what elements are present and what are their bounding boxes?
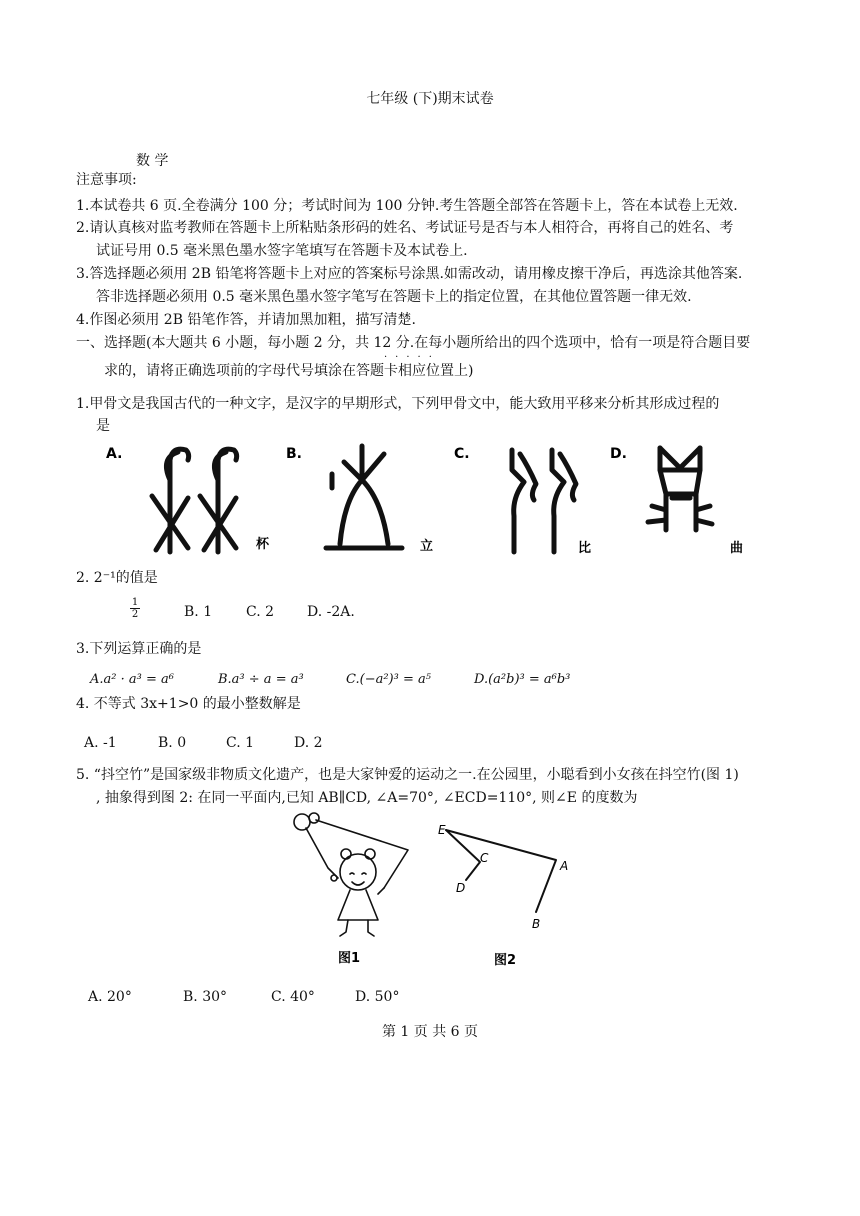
option: C. 40°: [271, 989, 315, 1005]
question-5-text-cont: , 抽象得到图 2: 在同一平面内,已知 AB∥CD, ∠A=70°, ∠ECD=110°, 则∠E 的度数为: [96, 790, 638, 806]
point-label: B: [532, 917, 541, 931]
glyph-caption: 立: [420, 539, 434, 554]
oracle-glyph-a-icon: [152, 449, 237, 552]
option: B. 1: [184, 604, 213, 620]
option: B.a³ ÷ a = a³: [218, 672, 304, 687]
point-label: C: [480, 851, 489, 865]
question-4-text: 4. 不等式 3x+1>0 的最小整数解是: [76, 696, 301, 712]
notice-item: 2.请认真核对监考教师在答题卡上所粘贴条形码的姓名、考试证号是否与本人相符合，再将自己的姓名、考: [76, 220, 734, 236]
oracle-glyph-c-icon: [512, 450, 576, 552]
point-label: D: [456, 881, 466, 895]
point-label: E: [438, 823, 446, 837]
geometry-figure-icon: [446, 830, 556, 912]
option-letter: A.: [106, 446, 123, 462]
option: D. -2A.: [307, 604, 355, 620]
page-footer: 第 1 页 共 6 页: [381, 1024, 479, 1040]
option: C. 1: [226, 735, 255, 751]
notice-item: 4.作图必须用 2B 铅笔作答，并请加黑加粗，描写清楚.: [76, 312, 416, 328]
notice-heading: 注意事项:: [76, 172, 137, 188]
notice-item: 试证号用 0.5 毫米黑色墨水签字笔填写在答题卡及本试卷上.: [96, 243, 468, 259]
question-1-text: 1.甲骨文是我国古代的一种文字，是汉字的早期形式，下列甲骨文中，能大致用平移来分析其形成过程的: [76, 396, 720, 412]
option: D.(a²b)³ = a⁶b³: [474, 672, 571, 687]
option: A. 20°: [88, 989, 132, 1005]
notice-item: 答非选择题必须用 0.5 毫米黑色墨水签字笔写在答题卡上的指定位置，在其他位置答题一律无效.: [96, 289, 692, 305]
subject-label: 数 学: [136, 153, 169, 169]
glyph-caption: 曲: [730, 541, 744, 556]
figure-2-caption: 图2: [494, 953, 517, 968]
option: D. 2: [294, 735, 323, 751]
glyph-caption: 比: [578, 541, 592, 556]
girl-diddle-figure-icon: [294, 813, 408, 936]
option: C.(−a²)³ = a⁵: [346, 672, 431, 687]
question-5-figures: [280, 808, 600, 978]
option-letter: B.: [286, 446, 302, 462]
option: B. 0: [158, 735, 187, 751]
option-letter: D.: [610, 446, 627, 462]
option: A. -1: [84, 735, 117, 751]
question-2-text: 2. 2⁻¹的值是: [76, 570, 158, 586]
question-3-text: 3.下列运算正确的是: [76, 641, 202, 657]
option-letter: C.: [454, 446, 470, 462]
option: A.a² · a³ = a⁶: [90, 672, 174, 687]
option: C. 2: [246, 604, 275, 620]
emphasis-dots: ·····: [384, 352, 440, 363]
option: B. 30°: [183, 989, 228, 1005]
question-1-oracle-figures: [100, 440, 780, 565]
option: D. 50°: [355, 989, 400, 1005]
glyph-caption: 杯: [256, 537, 270, 552]
notice-item: 1.本试卷共 6 页.全卷满分 100 分；考试时间为 100 分钟.考生答题全部答在答题卡上，答在本试卷上无效.: [76, 198, 738, 214]
notice-item: 3.答选择题必须用 2B 铅笔将答题卡上对应的答案标号涂黑.如需改动，请用橡皮擦干净后，再选涂其他答案.: [76, 266, 743, 282]
section-heading: 一、选择题(本大题共 6 小题，每小题 2 分，共 12 分.在每小题所给出的四个选项中，恰有一项是符合题目要: [76, 335, 751, 351]
page-title: 七年级 (下)期末试卷: [366, 91, 494, 107]
fraction-option-a: $\frac{1}{2}$: [131, 597, 139, 620]
section-heading-cont: 求的，请将正确选项前的字母代号填涂在答题卡相应位置上): [104, 363, 474, 379]
question-5-text: 5. “抖空竹”是国家级非物质文化遗产，也是大家钟爱的运动之一.在公园里，小聪看到小女孩在抖空竹(图 1): [76, 767, 739, 783]
oracle-glyph-d-icon: [648, 448, 712, 530]
figure-1-caption: 图1: [338, 951, 361, 966]
oracle-glyph-b-icon: [326, 446, 402, 548]
point-label: A: [560, 859, 569, 873]
question-1-text-cont: 是: [96, 418, 110, 434]
